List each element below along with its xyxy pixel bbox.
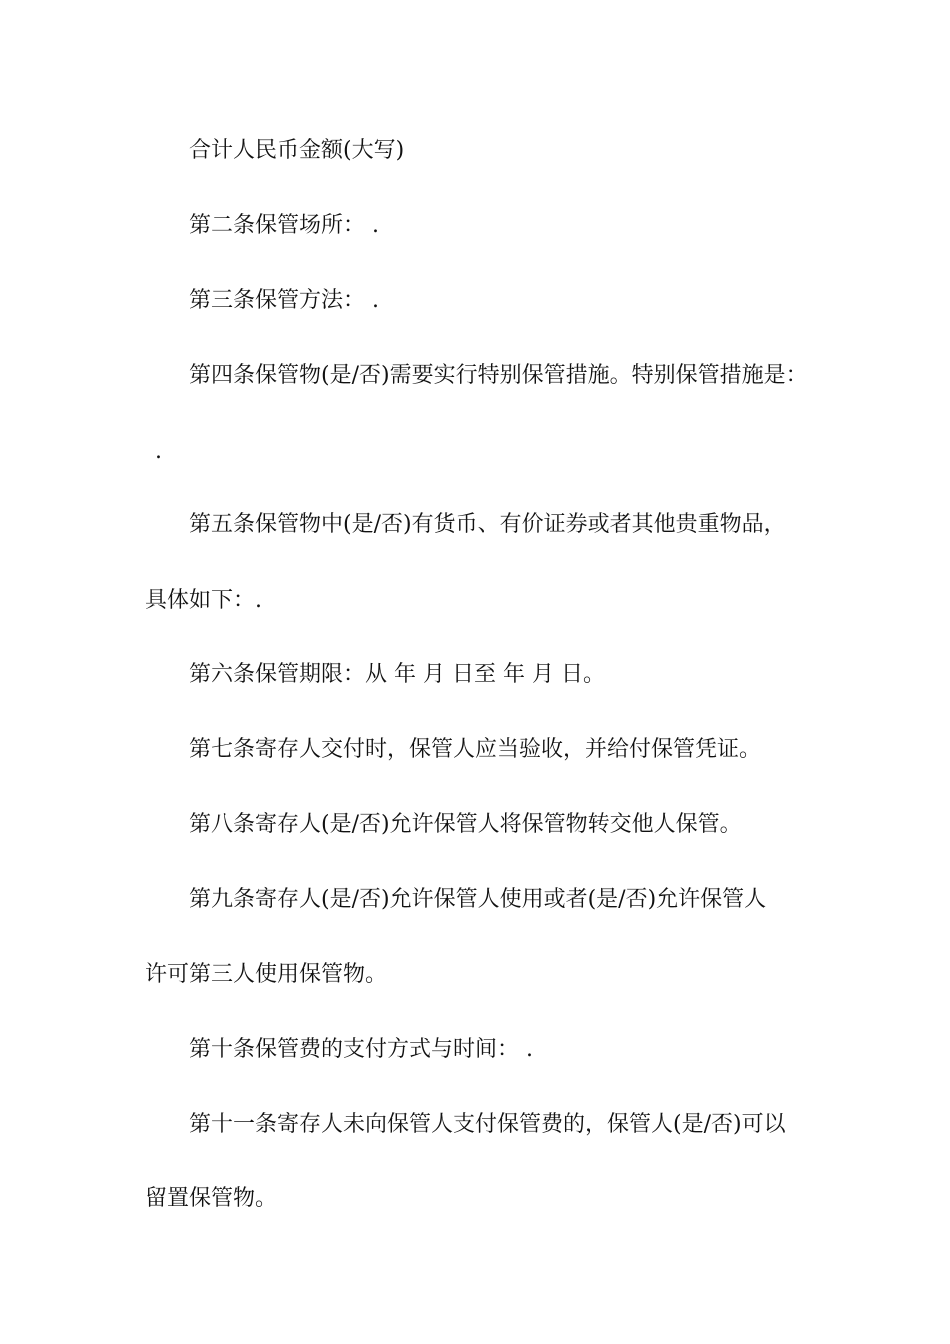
article-3-storage-method: 第三条保管方法： . — [189, 288, 379, 313]
article-2-storage-place: 第二条保管场所： . — [189, 213, 379, 238]
article-5-continuation: 具体如下：. — [145, 588, 262, 613]
article-5-valuables: 第五条保管物中(是/否)有货币、有价证券或者其他贵重物品， — [189, 512, 786, 537]
article-10-fee-payment: 第十条保管费的支付方式与时间： . — [189, 1037, 533, 1062]
article-11-continuation: 留置保管物。 — [145, 1186, 278, 1211]
article-11-lien: 第十一条寄存人未向保管人支付保管费的，保管人(是/否)可以 — [189, 1112, 786, 1137]
article-7-acceptance: 第七条寄存人交付时，保管人应当验收，并给付保管凭证。 — [189, 737, 762, 762]
article-4-continuation: . — [155, 439, 162, 464]
article-6-storage-period: 第六条保管期限：从 年 月 日至 年 月 日。 — [189, 662, 605, 687]
article-9-use: 第九条寄存人(是/否)允许保管人使用或者(是/否)允许保管人 — [189, 887, 767, 912]
total-amount-line: 合计人民币金额(大写) — [189, 138, 405, 163]
article-4-special-measures: 第四条保管物(是/否)需要实行特别保管措施。特别保管措施是： — [189, 363, 808, 388]
article-9-continuation: 许可第三人使用保管物。 — [145, 962, 388, 987]
article-8-transfer: 第八条寄存人(是/否)允许保管人将保管物转交他人保管。 — [189, 812, 742, 837]
